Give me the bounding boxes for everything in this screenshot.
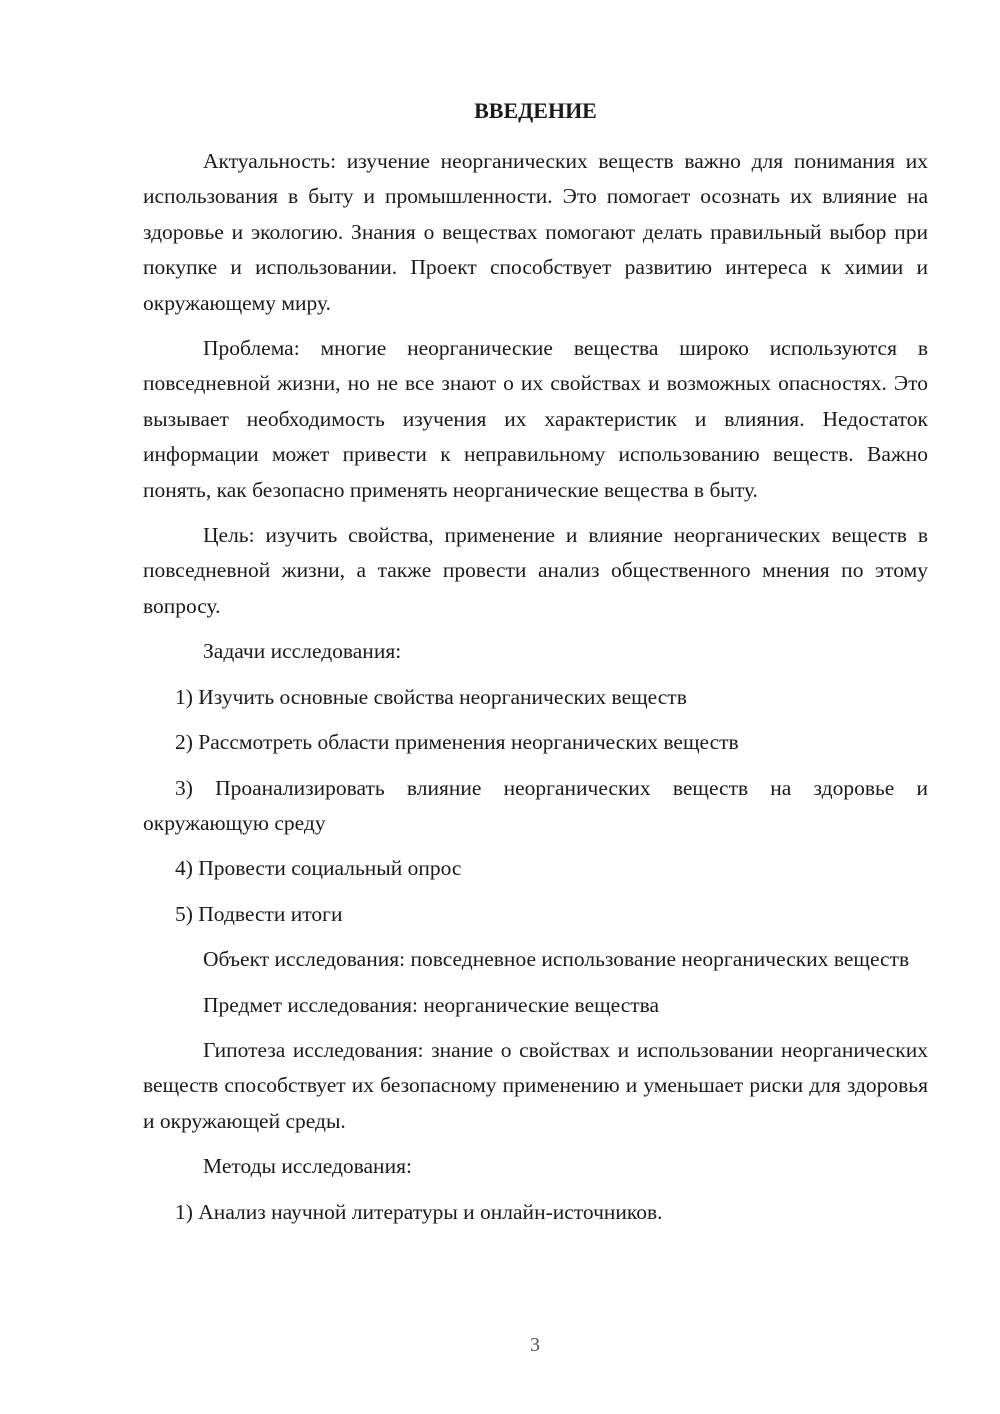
tasks-list	[143, 680, 928, 932]
object-paragraph: Объект исследования: повседневное использование неорганических веществ	[203, 947, 910, 972]
hypothesis-paragraph: Гипотеза исследования: знание о свойствах и использовании неорганических веществ способствует их безопасному применению и уменьшает риски для здоровья и окружающей среды.	[143, 1037, 928, 1133]
method-item: 1) Анализ научной литературы и онлайн-источников.	[175, 1199, 663, 1224]
goal-paragraph: Цель: изучить свойства, применение и влияние неорганических веществ в повседневной жизни, а также провести анализ общественного мнения по этому вопросу.	[143, 523, 928, 618]
page-number: 3	[530, 1334, 540, 1356]
problem-paragraph: Проблема: многие неорганические вещества широко используются в повседневной жизни, но не все знают о их свойствах и возможных опасностях. Это вызывает необходимость изучения их характеристик и влияния. Недостаток информации может привести к неправильному использованию веществ. Важно понять, как безопасно применять неорганические вещества в быту.	[143, 336, 928, 502]
task-item: 1) Изучить основные свойства неорганических веществ	[175, 684, 687, 709]
tasks-heading: Задачи исследования:	[203, 639, 402, 664]
task-item: 4) Провести социальный опрос	[175, 856, 462, 881]
subject-paragraph: Предмет исследования: неорганические вещества	[203, 992, 660, 1017]
task-item: 2) Рассмотреть области применения неорганических веществ	[175, 730, 739, 755]
task-item: 3) Проанализировать влияние неорганических веществ на здоровье и окружающую среду	[143, 775, 928, 835]
relevance-paragraph: Актуальность: изучение неорганических веществ важно для понимания их использования в быту и промышленности. Это помогает осознать их влияние на здоровье и экологию. Знания о веществах помогают делать правильный выбор при покупке и использовании. Проект способствует развитию интереса к химии и окружающему миру.	[143, 149, 928, 315]
methods-list	[143, 1195, 928, 1230]
document-page	[143, 96, 928, 1240]
methods-heading: Методы исследования:	[203, 1154, 412, 1179]
task-item: 5) Подвести итоги	[175, 901, 343, 926]
section-title: ВВЕДЕНИЕ	[474, 98, 597, 123]
